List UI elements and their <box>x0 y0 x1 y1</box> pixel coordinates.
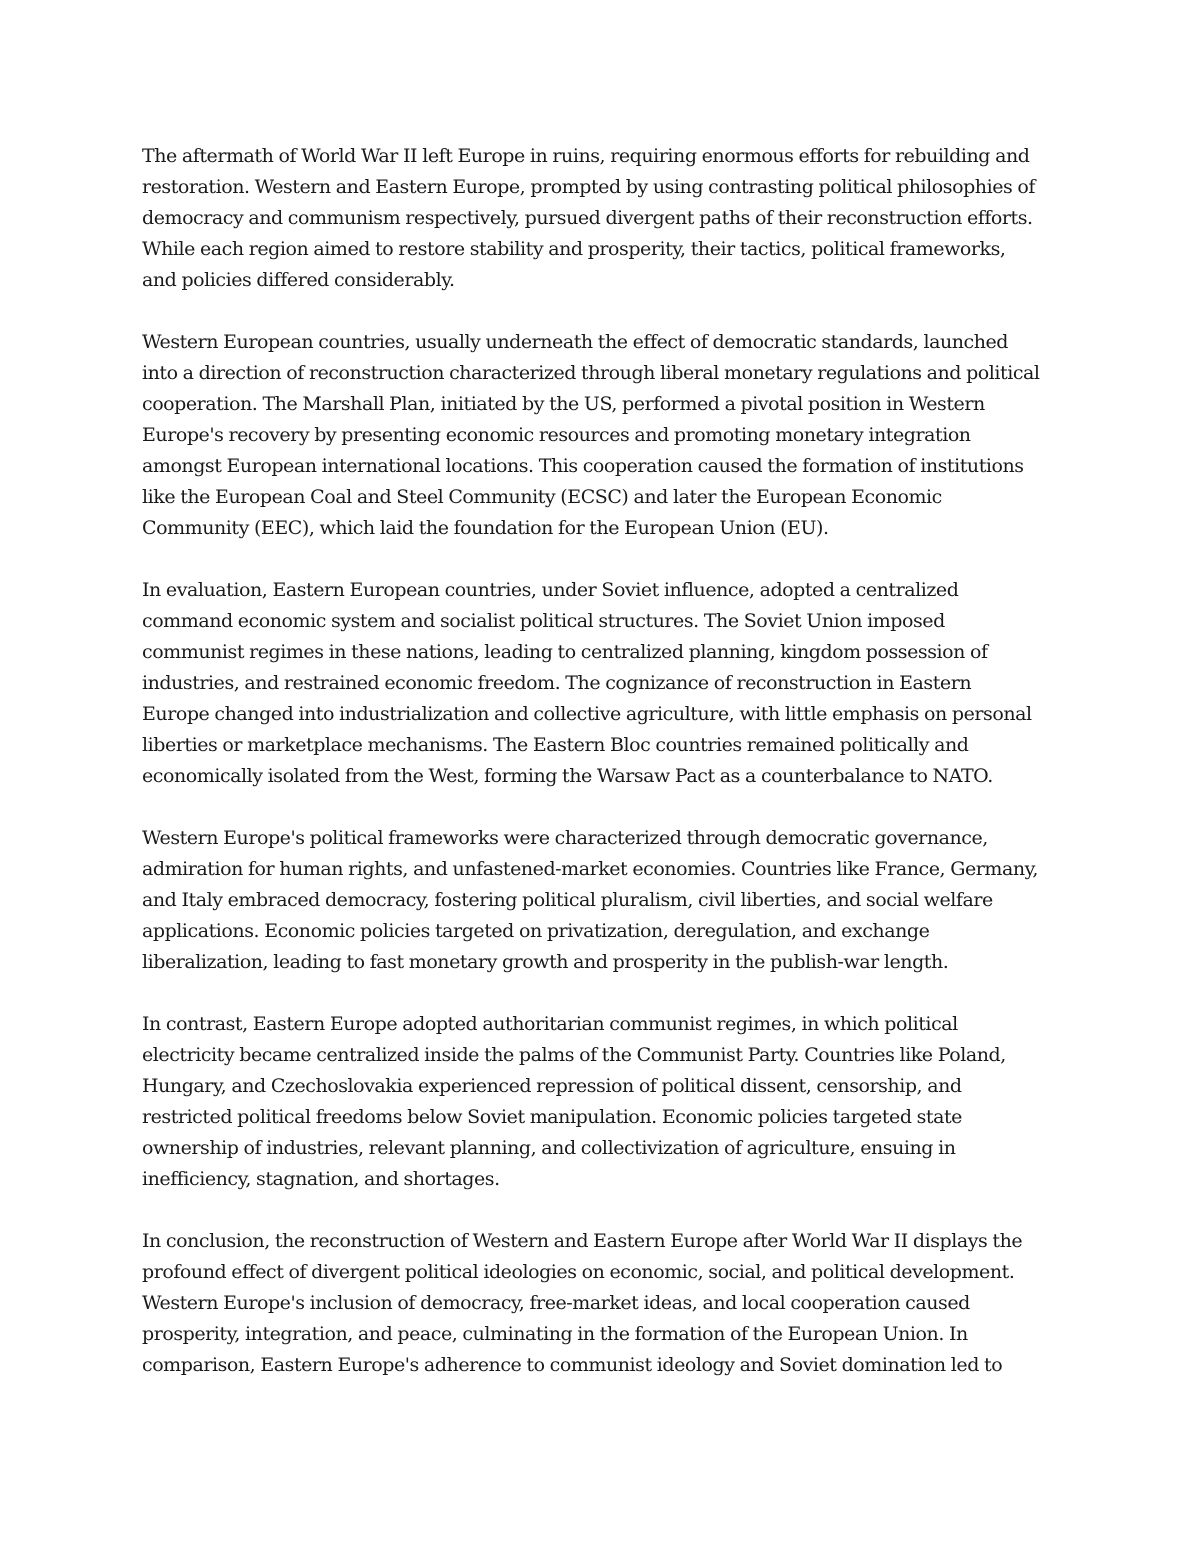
text-line: The aftermath of World War II left Europe in ruins, requiring enormous efforts for rebuilding and <box>142 145 1030 167</box>
text-line: admiration for human rights, and unfastened-market economies. Countries like France, Germany, <box>142 858 1038 880</box>
paragraph-3 <box>142 575 1072 792</box>
text-line: ownership of industries, relevant planning, and collectivization of agriculture, ensuing in <box>142 1137 956 1159</box>
text-line: Hungary, and Czechoslovakia experienced repression of political dissent, censorship, and <box>142 1075 962 1097</box>
text-line: Europe's recovery by presenting economic resources and promoting monetary integration <box>142 424 971 446</box>
text-line: applications. Economic policies targeted on privatization, deregulation, and exchange <box>142 920 930 942</box>
text-line: While each region aimed to restore stability and prosperity, their tactics, political frameworks, <box>142 238 1006 260</box>
paragraph-spacer <box>142 792 1072 823</box>
text-line: Europe changed into industrialization and collective agriculture, with little emphasis on personal <box>142 703 1032 725</box>
text-line: electricity became centralized inside the palms of the Communist Party. Countries like Poland, <box>142 1044 1006 1066</box>
paragraph-6 <box>142 1226 1072 1381</box>
paragraph-1 <box>142 141 1072 296</box>
paragraph-2 <box>142 327 1072 544</box>
text-line: democracy and communism respectively, pursued divergent paths of their reconstruction efforts. <box>142 207 1033 229</box>
paragraph-5 <box>142 1009 1072 1195</box>
text-line: command economic system and socialist political structures. The Soviet Union imposed <box>142 610 945 632</box>
text-line: comparison, Eastern Europe's adherence to communist ideology and Soviet domination led to <box>142 1354 1003 1376</box>
text-line: and Italy embraced democracy, fostering political pluralism, civil liberties, and social welfare <box>142 889 993 911</box>
text-line: inefficiency, stagnation, and shortages. <box>142 1168 500 1190</box>
text-line: Community (EEC), which laid the foundation for the European Union (EU). <box>142 517 829 539</box>
text-line: Western European countries, usually underneath the effect of democratic standards, launched <box>142 331 1009 353</box>
text-line: and policies differed considerably. <box>142 269 455 291</box>
paragraph-spacer <box>142 1195 1072 1226</box>
paragraph-spacer <box>142 296 1072 327</box>
text-line: profound effect of divergent political ideologies on economic, social, and political development. <box>142 1261 1015 1283</box>
text-line: liberalization, leading to fast monetary growth and prosperity in the publish-war length. <box>142 951 949 973</box>
text-line: amongst European international locations. This cooperation caused the formation of institutions <box>142 455 1024 477</box>
paragraph-4 <box>142 823 1072 978</box>
text-line: Western Europe's political frameworks were characterized through democratic governance, <box>142 827 988 849</box>
text-line: cooperation. The Marshall Plan, initiated by the US, performed a pivotal position in Western <box>142 393 985 415</box>
text-line: In contrast, Eastern Europe adopted authoritarian communist regimes, in which political <box>142 1013 958 1035</box>
text-line: communist regimes in these nations, leading to centralized planning, kingdom possession of <box>142 641 988 663</box>
text-line: industries, and restrained economic freedom. The cognizance of reconstruction in Eastern <box>142 672 972 694</box>
text-line: restoration. Western and Eastern Europe, prompted by using contrasting political philosophies of <box>142 176 1035 198</box>
paragraph-spacer <box>142 544 1072 575</box>
text-line: restricted political freedoms below Soviet manipulation. Economic policies targeted state <box>142 1106 962 1128</box>
text-line: liberties or marketplace mechanisms. The Eastern Bloc countries remained politically and <box>142 734 969 756</box>
text-line: into a direction of reconstruction characterized through liberal monetary regulations and political <box>142 362 1040 384</box>
text-line: prosperity, integration, and peace, culminating in the formation of the European Union. In <box>142 1323 968 1345</box>
text-line: Western Europe's inclusion of democracy, free-market ideas, and local cooperation caused <box>142 1292 970 1314</box>
document-body <box>142 141 1072 1381</box>
text-line: economically isolated from the West, forming the Warsaw Pact as a counterbalance to NATO. <box>142 765 993 787</box>
text-line: like the European Coal and Steel Community (ECSC) and later the European Economic <box>142 486 942 508</box>
text-line: In evaluation, Eastern European countries, under Soviet influence, adopted a centralized <box>142 579 959 601</box>
text-line: In conclusion, the reconstruction of Western and Eastern Europe after World War II displays the <box>142 1230 1023 1252</box>
paragraph-spacer <box>142 978 1072 1009</box>
